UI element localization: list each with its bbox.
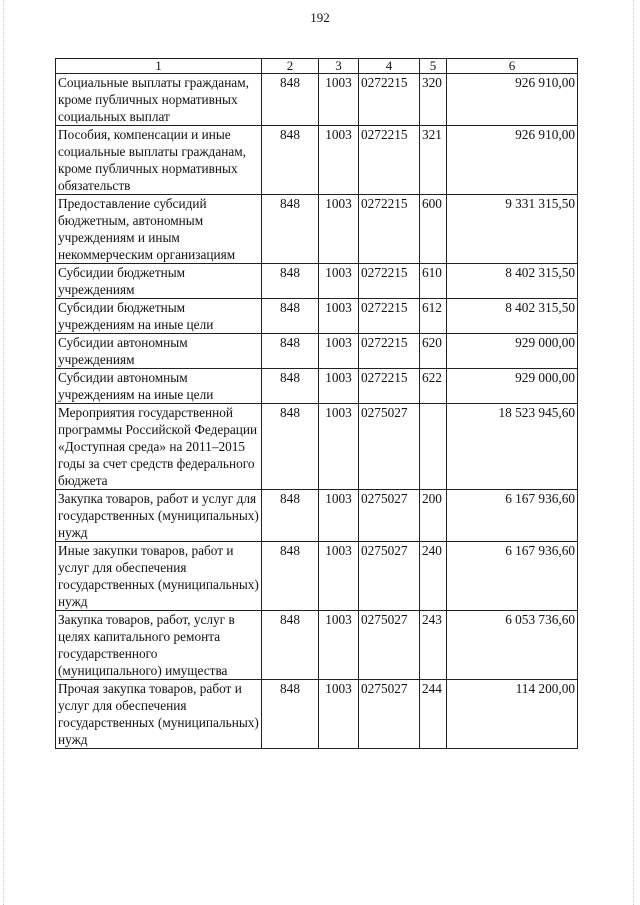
column-header-5: 5: [420, 59, 447, 74]
amount: 926 910,00: [447, 126, 578, 195]
expense-type-code: 320: [420, 74, 447, 126]
ministry-code: 848: [262, 680, 319, 749]
row-name: Предоставление субсидий бюджетным, автономным учреждениям и иным некоммерческим организациям: [56, 195, 262, 264]
ministry-code: 848: [262, 264, 319, 299]
table-row: [56, 404, 578, 490]
row-name: Социальные выплаты гражданам, кроме публичных нормативных социальных выплат: [56, 74, 262, 126]
table-row: [56, 490, 578, 542]
ministry-code: 848: [262, 369, 319, 404]
ministry-code: 848: [262, 334, 319, 369]
expense-type-code: 620: [420, 334, 447, 369]
target-code: 0272215: [359, 299, 420, 334]
amount: 926 910,00: [447, 74, 578, 126]
expense-type-code: 243: [420, 611, 447, 680]
target-code: 0275027: [359, 490, 420, 542]
column-header-2: 2: [262, 59, 319, 74]
ministry-code: 848: [262, 195, 319, 264]
amount: 8 402 315,50: [447, 264, 578, 299]
section-code: 1003: [319, 126, 359, 195]
target-code: 0275027: [359, 542, 420, 611]
row-name: Пособия, компенсации и иные социальные выплаты гражданам, кроме публичных нормативных обязательств: [56, 126, 262, 195]
row-name: Закупка товаров, работ, услуг в целях капитального ремонта государственного (муниципального) имущества: [56, 611, 262, 680]
section-code: 1003: [319, 490, 359, 542]
target-code: 0272215: [359, 126, 420, 195]
row-name: Субсидии бюджетным учреждениям: [56, 264, 262, 299]
amount: 6 167 936,60: [447, 542, 578, 611]
table-row: [56, 334, 578, 369]
amount: 6 053 736,60: [447, 611, 578, 680]
column-header-6: 6: [447, 59, 578, 74]
table-row: [56, 611, 578, 680]
table-row: [56, 680, 578, 749]
expense-type-code: 244: [420, 680, 447, 749]
ministry-code: 848: [262, 404, 319, 490]
column-header-3: 3: [319, 59, 359, 74]
row-name: Субсидии автономным учреждениям: [56, 334, 262, 369]
row-name: Мероприятия государственной программы Российской Федерации «Доступная среда» на 2011–2015 годы за счет средств федерального бюджета: [56, 404, 262, 490]
table-row: [56, 264, 578, 299]
target-code: 0272215: [359, 334, 420, 369]
ministry-code: 848: [262, 299, 319, 334]
amount: 18 523 945,60: [447, 404, 578, 490]
section-code: 1003: [319, 299, 359, 334]
section-code: 1003: [319, 611, 359, 680]
section-code: 1003: [319, 195, 359, 264]
row-name: Прочая закупка товаров, работ и услуг для обеспечения государственных (муниципальных) нужд: [56, 680, 262, 749]
column-header-4: 4: [359, 59, 420, 74]
section-code: 1003: [319, 404, 359, 490]
expense-type-code: 612: [420, 299, 447, 334]
ministry-code: 848: [262, 611, 319, 680]
target-code: 0272215: [359, 264, 420, 299]
row-name: Закупка товаров, работ и услуг для государственных (муниципальных) нужд: [56, 490, 262, 542]
row-name: Иные закупки товаров, работ и услуг для обеспечения государственных (муниципальных) нужд: [56, 542, 262, 611]
target-code: 0272215: [359, 369, 420, 404]
scan-edge-right: [633, 0, 635, 905]
header-row: [56, 59, 578, 74]
section-code: 1003: [319, 680, 359, 749]
section-code: 1003: [319, 334, 359, 369]
table-row: [56, 195, 578, 264]
column-header-1: 1: [56, 59, 262, 74]
amount: 114 200,00: [447, 680, 578, 749]
table-row: [56, 299, 578, 334]
ministry-code: 848: [262, 74, 319, 126]
budget-table: [55, 58, 578, 749]
amount: 9 331 315,50: [447, 195, 578, 264]
amount: 8 402 315,50: [447, 299, 578, 334]
expense-type-code: 610: [420, 264, 447, 299]
amount: 929 000,00: [447, 369, 578, 404]
row-name: Субсидии бюджетным учреждениям на иные цели: [56, 299, 262, 334]
expense-type-code: 321: [420, 126, 447, 195]
expense-type-code: [420, 404, 447, 490]
ministry-code: 848: [262, 126, 319, 195]
target-code: 0275027: [359, 680, 420, 749]
amount: 929 000,00: [447, 334, 578, 369]
target-code: 0275027: [359, 611, 420, 680]
section-code: 1003: [319, 369, 359, 404]
target-code: 0275027: [359, 404, 420, 490]
scan-edge-left: [3, 0, 5, 905]
expense-type-code: 600: [420, 195, 447, 264]
expense-type-code: 240: [420, 542, 447, 611]
amount: 6 167 936,60: [447, 490, 578, 542]
ministry-code: 848: [262, 490, 319, 542]
page-number: 192: [310, 10, 330, 25]
table-row: [56, 126, 578, 195]
table-row: [56, 369, 578, 404]
expense-type-code: 622: [420, 369, 447, 404]
section-code: 1003: [319, 74, 359, 126]
target-code: 0272215: [359, 195, 420, 264]
section-code: 1003: [319, 542, 359, 611]
table-row: [56, 74, 578, 126]
target-code: 0272215: [359, 74, 420, 126]
ministry-code: 848: [262, 542, 319, 611]
row-name: Субсидии автономным учреждениям на иные цели: [56, 369, 262, 404]
table-row: [56, 542, 578, 611]
expense-type-code: 200: [420, 490, 447, 542]
section-code: 1003: [319, 264, 359, 299]
